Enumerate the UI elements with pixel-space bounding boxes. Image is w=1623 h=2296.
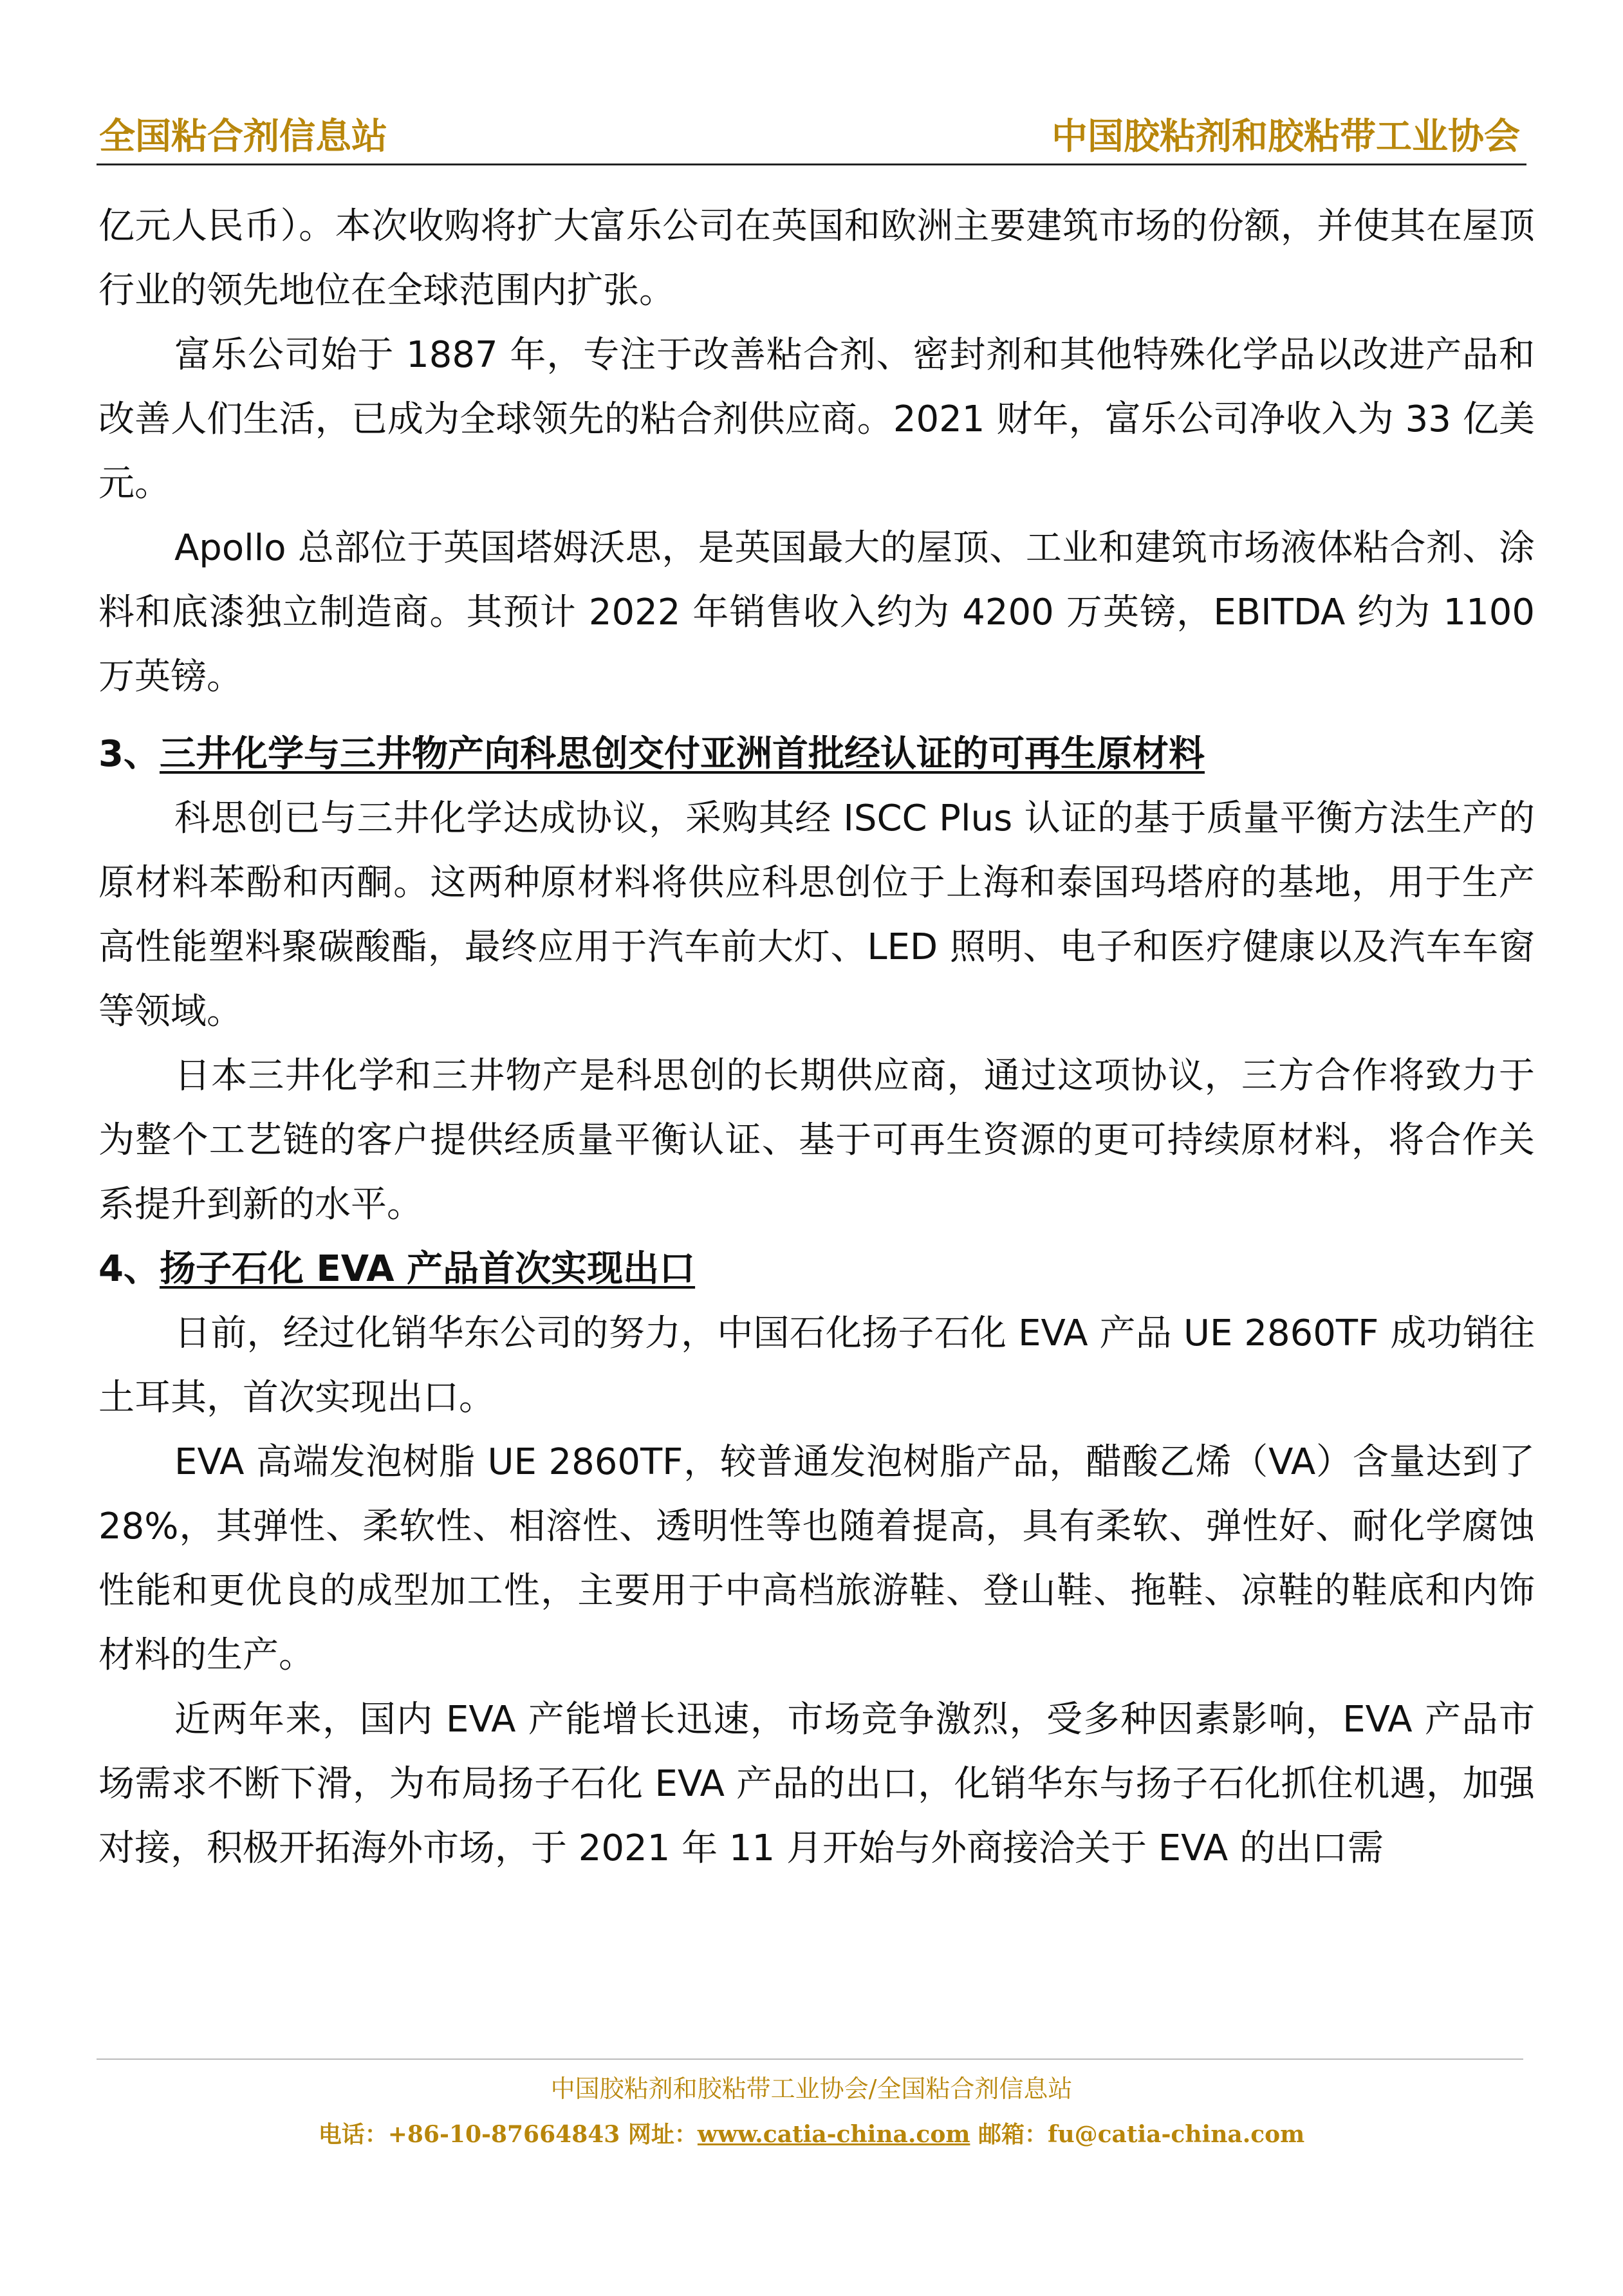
page-header [97, 115, 1526, 165]
paragraph: 日前，经过化销华东公司的努力，中国石化扬子石化 EVA 产品 UE 2860TF 成功销往土耳其，首次实现出口。 [98, 1312, 1535, 1419]
section-title: 扬子石化 EVA 产品首次实现出口 [159, 1248, 696, 1290]
paragraph: 富乐公司始于 1887 年，专注于改善粘合剂、密封剂和其他特殊化学品以改进产品和改善人们生活，已成为全球领先的粘合剂供应商。2021 财年，富乐公司净收入为 33 亿美元。 [98, 334, 1535, 505]
footer-phone: 电话：+86-10-87664843 网址： [318, 2121, 698, 2148]
footer-organization: 中国胶粘剂和胶粘带工业协会/全国粘合剂信息站 [550, 2075, 1073, 2103]
footer-website-link[interactable]: www.catia-china.com [697, 2121, 970, 2148]
footer-email: 邮箱：fu@catia-china.com [970, 2121, 1305, 2148]
paragraph: 近两年来，国内 EVA 产能增长迅速，市场竞争激烈，受多种因素影响，EVA 产品市场需求不断下滑，为布局扬子石化 EVA 产品的出口，化销华东与扬子石化抓住机遇，加强对接，积极开拓海外市场，于 2021 年 11 月开始与外商接洽关于 EVA 的出口需 [98, 1699, 1535, 1869]
section-number: 3、 [98, 733, 160, 775]
paragraph: Apollo 总部位于英国塔姆沃思，是英国最大的屋顶、工业和建筑市场液体粘合剂、涂料和底漆独立制造商。其预计 2022 年销售收入约为 4200 万英镑，EBITDA 约为 1100 万英镑。 [98, 527, 1535, 698]
footer-contact [0, 2116, 1623, 2149]
header-association-name: 中国胶粘剂和胶粘带工业协会 [1052, 115, 1520, 158]
paragraph: EVA 高端发泡树脂 UE 2860TF，较普通发泡树脂产品，醋酸乙烯（VA）含量达到了 28%，其弹性、柔软性、相溶性、透明性等也随着提高，具有柔软、弹性好、耐化学腐蚀性能和更优良的成型加工性，主要用于中高档旅游鞋、登山鞋、拖鞋、凉鞋的鞋底和内饰材料的生产。 [98, 1441, 1535, 1676]
header-site-name: 全国粘合剂信息站 [99, 115, 387, 158]
paragraph: 科思创已与三井化学达成协议，采购其经 ISCC Plus 认证的基于质量平衡方法生产的原材料苯酚和丙酮。这两种原材料将供应科思创位于上海和泰国玛塔府的基地，用于生产高性能塑料聚碳酸酯，最终应用于汽车前大灯、LED 照明、电子和医疗健康以及汽车车窗等领域。 [98, 798, 1535, 1032]
section-heading-4 [98, 1237, 1535, 1302]
section-title: 三井化学与三井物产向科思创交付亚洲首批经认证的可再生原材料 [159, 733, 1205, 775]
paragraph: 日本三井化学和三井物产是科思创的长期供应商，通过这项协议，三方合作将致力于为整个工艺链的客户提供经质量平衡认证、基于可再生资源的更可持续原材料，将合作关系提升到新的水平。 [98, 1055, 1535, 1226]
paragraph: 亿元人民币）。本次收购将扩大富乐公司在英国和欧洲主要建筑市场的份额，并使其在屋顶行业的领先地位在全球范围内扩张。 [98, 205, 1535, 312]
footer-divider [97, 2058, 1523, 2060]
article-body [98, 194, 1535, 1881]
section-number: 4、 [98, 1248, 160, 1290]
section-heading-3 [98, 722, 1535, 787]
